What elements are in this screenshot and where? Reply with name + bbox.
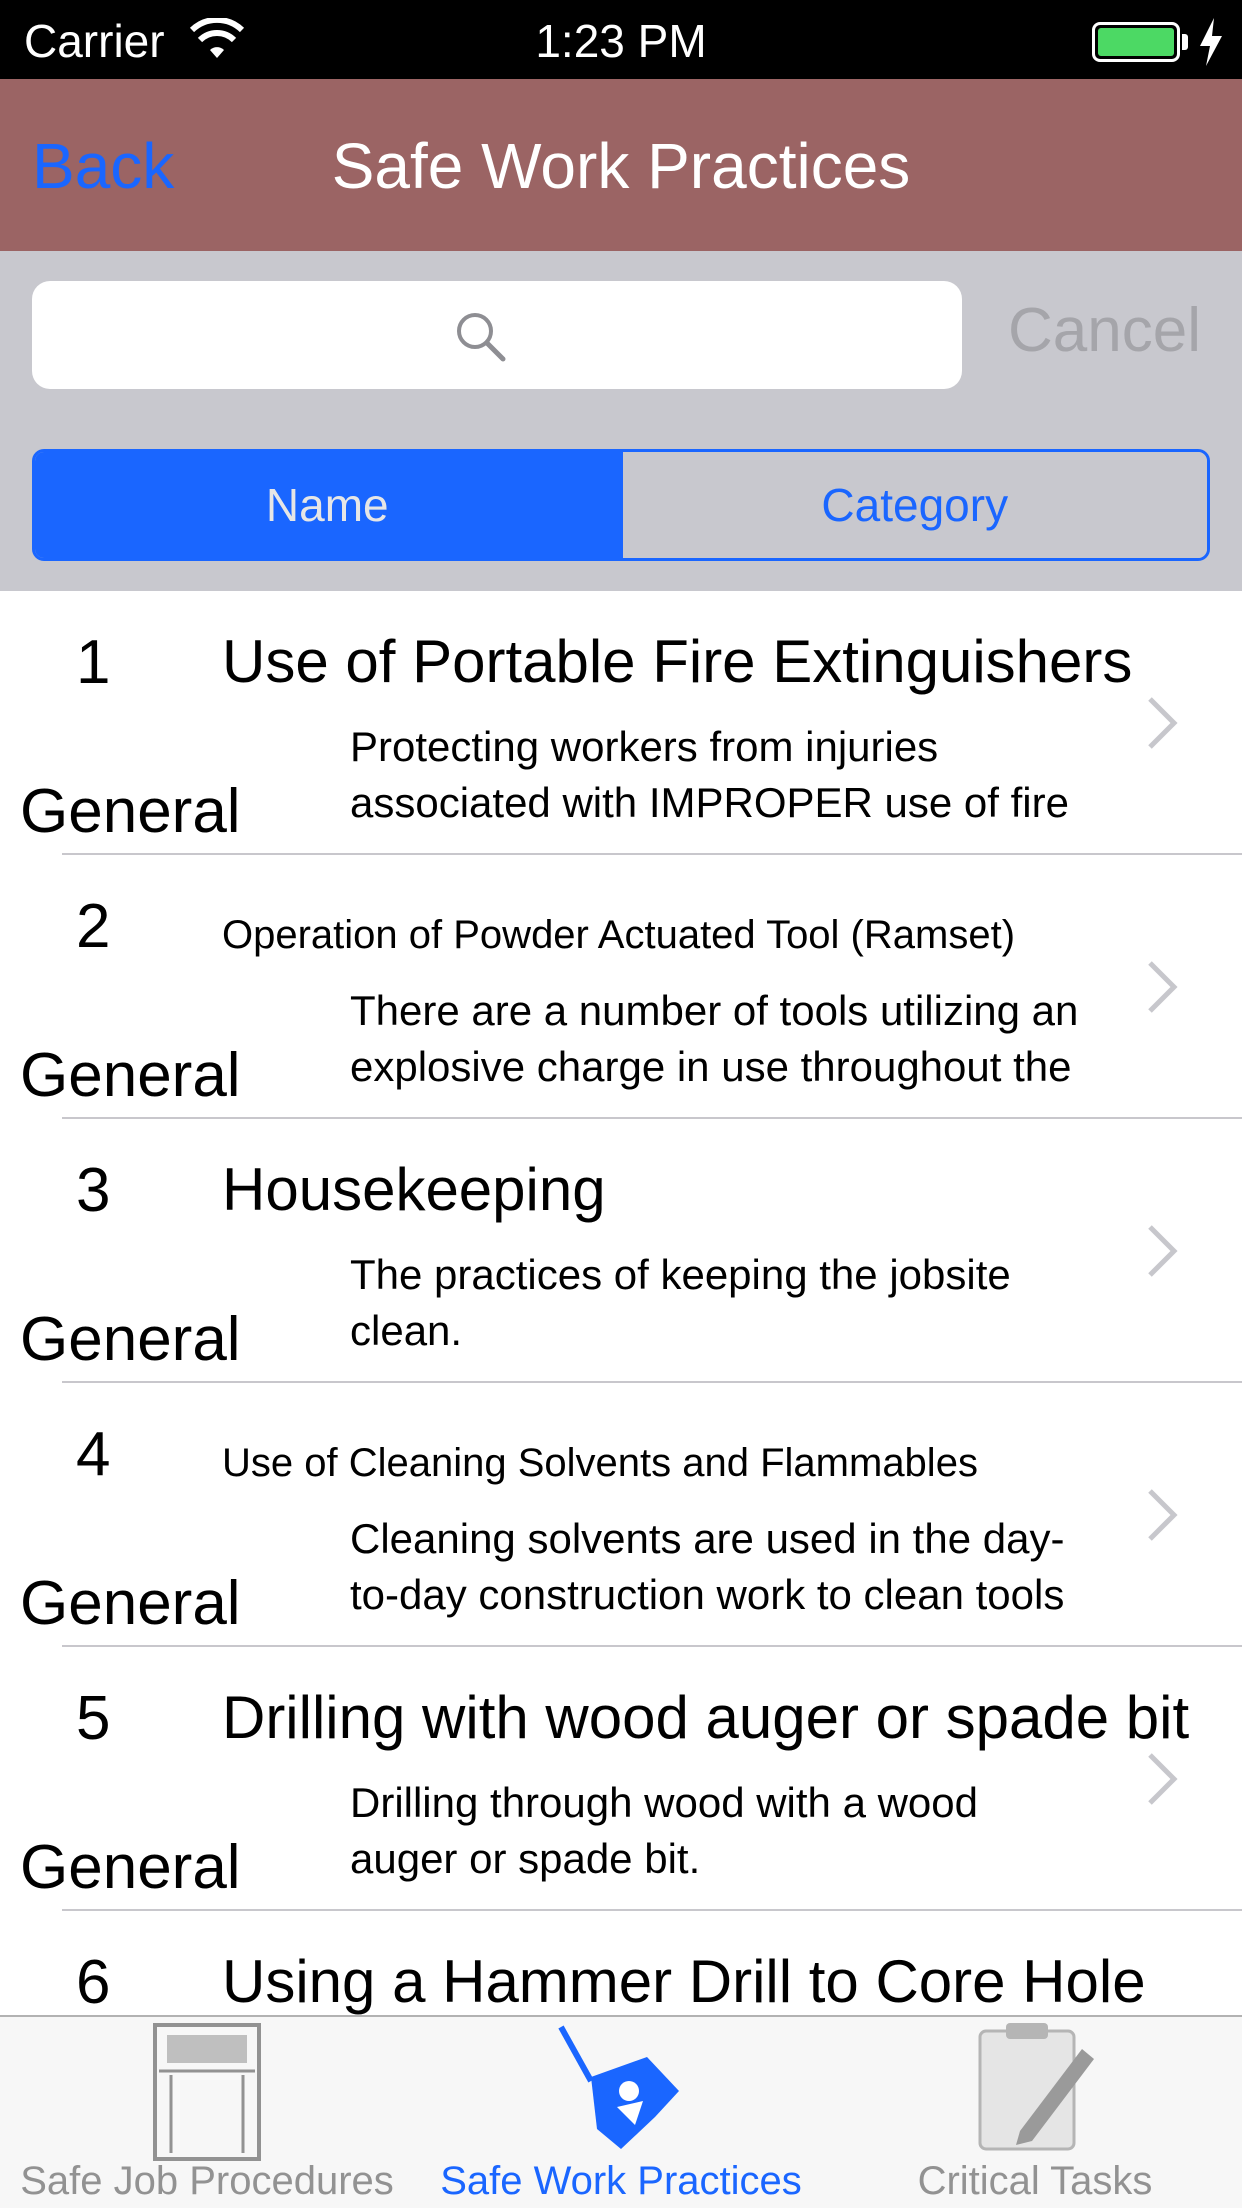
- chevron-right-icon: [1146, 1223, 1180, 1279]
- tab-label: Critical Tasks: [917, 2159, 1153, 2203]
- item-category: General: [20, 1833, 241, 1902]
- carrier-label: Carrier: [24, 15, 165, 67]
- list-item[interactable]: [0, 1119, 1242, 1383]
- tab-safe-job-procedures[interactable]: [0, 2017, 414, 2208]
- item-description: Protecting workers from injuries associated with IMPROPER use of fire: [350, 723, 1069, 826]
- tab-safe-work-practices[interactable]: [414, 2017, 828, 2208]
- item-category: General: [20, 1305, 241, 1374]
- item-category: General: [20, 777, 241, 846]
- search-area: [0, 251, 1242, 591]
- list-item[interactable]: [0, 1647, 1242, 1911]
- navigation-bar: [0, 79, 1242, 251]
- tab-label: Safe Work Practices: [440, 2159, 802, 2203]
- item-name: Use of Cleaning Solvents and Flammables: [222, 1441, 978, 1485]
- back-button[interactable]: Back: [32, 130, 175, 202]
- clipboard-pencil-icon: [970, 2021, 1100, 2161]
- item-description: Cleaning solvents are used in the day- to-day construction work to clean tools: [350, 1515, 1065, 1618]
- item-description: The practices of keeping the jobsite clean.: [350, 1251, 1011, 1354]
- practices-list: [0, 591, 1242, 2015]
- list-item[interactable]: [0, 591, 1242, 855]
- document-icon: [147, 2021, 267, 2163]
- segment-category[interactable]: Category: [620, 452, 1208, 558]
- item-number: 2: [76, 892, 111, 961]
- item-number: 5: [76, 1684, 111, 1753]
- charging-bolt-icon: [1196, 18, 1226, 66]
- segment-name[interactable]: Name: [35, 452, 620, 558]
- item-name: Operation of Powder Actuated Tool (Ramset): [222, 913, 1016, 957]
- search-field[interactable]: [32, 281, 962, 389]
- battery-icon: [1092, 22, 1180, 62]
- item-description: Drilling through wood with a wood auger or spade bit.: [350, 1779, 979, 1882]
- scope-segmented-control: [32, 449, 1210, 561]
- status-bar: [0, 0, 1242, 79]
- tab-bar: [0, 2015, 1242, 2208]
- page-title: Safe Work Practices: [331, 130, 911, 202]
- item-category: General: [20, 1041, 241, 1110]
- item-name: Using a Hammer Drill to Core Hole: [222, 1948, 1146, 2015]
- list-item[interactable]: [0, 1911, 1242, 2015]
- search-input[interactable]: [32, 281, 962, 389]
- item-description: There are a number of tools utilizing an explosive charge in use throughout the: [350, 987, 1079, 1090]
- cancel-button[interactable]: Cancel: [1008, 296, 1201, 365]
- item-name: Use of Portable Fire Extinguishers: [222, 628, 1133, 695]
- tab-critical-tasks[interactable]: [828, 2017, 1242, 2208]
- list-item[interactable]: [0, 1383, 1242, 1647]
- list-item[interactable]: [0, 855, 1242, 1119]
- status-time: 1:23 PM: [535, 15, 707, 67]
- tab-label: Safe Job Procedures: [20, 2159, 394, 2203]
- safety-worker-icon: [551, 2021, 691, 2161]
- item-number: 6: [76, 1948, 111, 2015]
- item-number: 3: [76, 1156, 111, 1225]
- chevron-right-icon: [1146, 1751, 1180, 1807]
- item-number: 1: [76, 628, 111, 697]
- item-number: 4: [76, 1420, 111, 1489]
- chevron-right-icon: [1146, 695, 1180, 751]
- chevron-right-icon: [1146, 959, 1180, 1015]
- item-category: General: [20, 1569, 241, 1638]
- battery-nub: [1182, 34, 1188, 50]
- item-name: Drilling with wood auger or spade bit: [222, 1684, 1190, 1751]
- chevron-right-icon: [1146, 1487, 1180, 1543]
- item-name: Housekeeping: [222, 1156, 606, 1223]
